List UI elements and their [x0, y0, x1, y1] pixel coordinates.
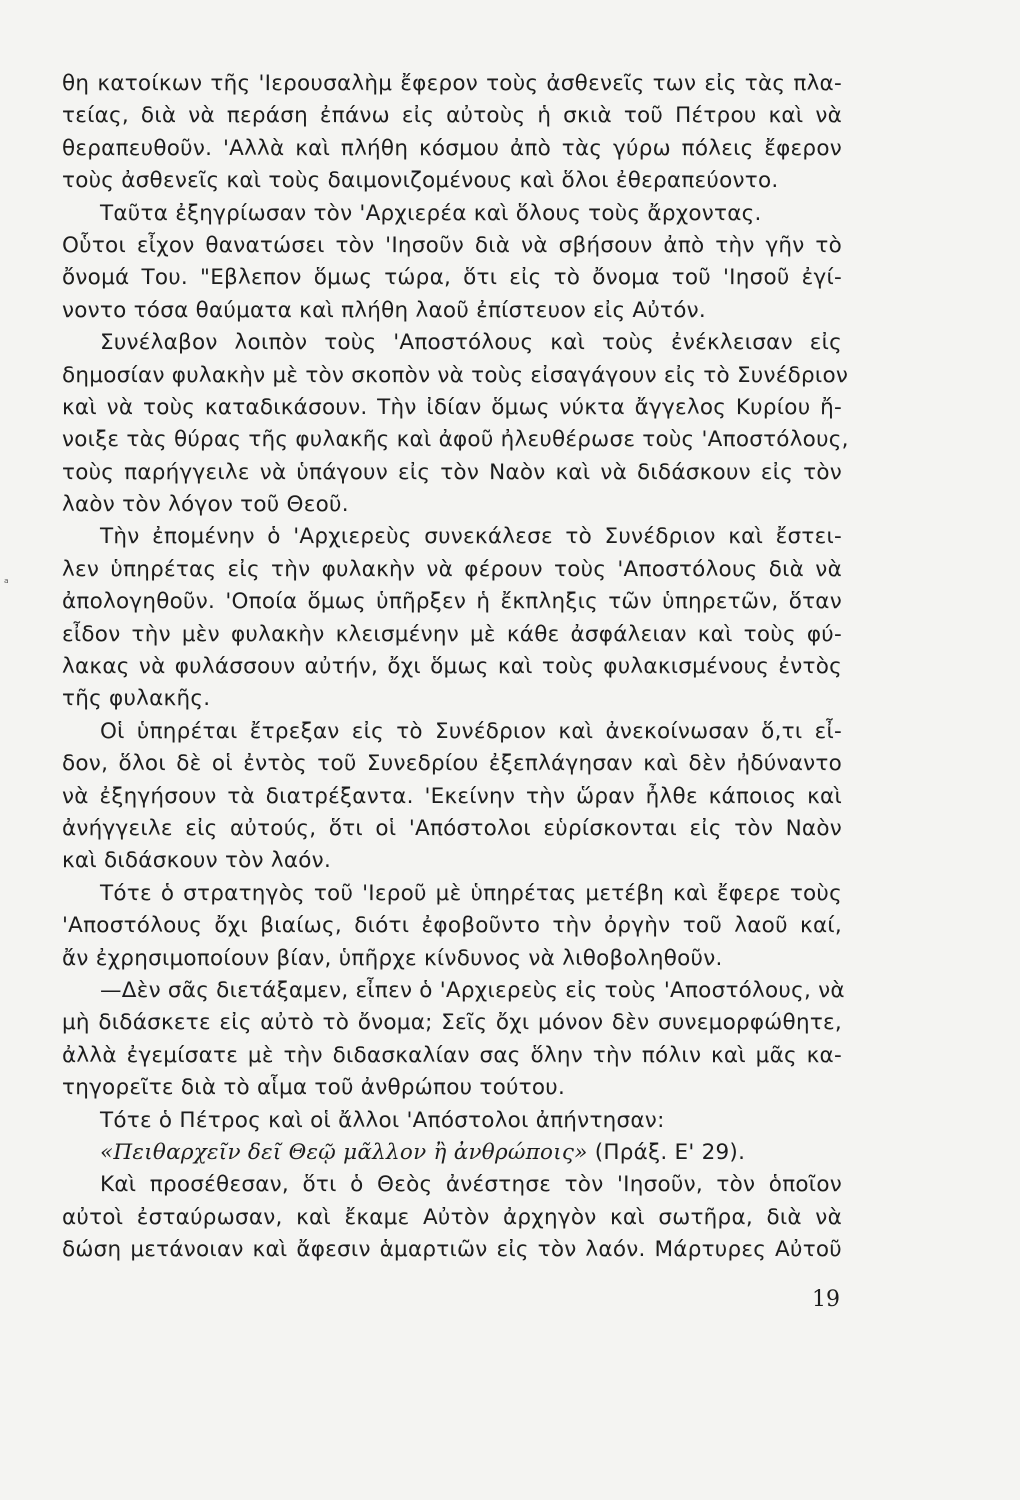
text-line: ἀπολογηθοῦν. 'Οποία ὅμως ὑπῆρξεν ἡ ἔκπληξις τῶν ὑπηρετῶν, ὅταν: [62, 589, 842, 615]
text-line: ὄνομά Του. "Εβλεπον ὅμως τώρα, ὅτι εἰς τὸ ὄνομα τοῦ 'Ιησοῦ ἐγί-: [62, 265, 842, 291]
text-line: Ταῦτα ἐξηγρίωσαν τὸν 'Αρχιερέα καὶ ὅλους τοὺς ἄρχοντας.: [100, 200, 762, 226]
text-line: νοιξε τὰς θύρας τῆς φυλακῆς καὶ ἀφοῦ ἠλευθέρωσε τοὺς 'Αποστόλους,: [62, 427, 849, 453]
text-line: λεν ὑπηρέτας εἰς τὴν φυλακὴν νὰ φέρουν τοὺς 'Αποστόλους διὰ νὰ: [62, 556, 842, 582]
text-line: Τὴν ἐπομένην ὁ 'Αρχιερεὺς συνεκάλεσε τὸ Συνέδριον καὶ ἔστει-: [100, 524, 842, 550]
text-line: τοὺς ἀσθενεῖς καὶ τοὺς δαιμονιζομένους καὶ ὅλοι ἐθεραπεύοντο.: [62, 168, 779, 194]
text-line: ἀνήγγειλε εἰς αὐτούς, ὅτι οἱ 'Απόστολοι εὑρίσκονται εἰς τὸν Ναὸν: [62, 815, 842, 841]
text-line: νοντο τόσα θαύματα καὶ πλήθη λαοῦ ἐπίστευον εἰς Αὐτόν.: [62, 297, 707, 323]
text-line: 'Αποστόλους ὄχι βιαίως, διότι ἐφοβοῦντο τὴν ὀργὴν τοῦ λαοῦ καί,: [62, 913, 842, 939]
text-line: τοὺς παρήγγειλε νὰ ὑπάγουν εἰς τὸν Ναὸν καὶ νὰ διδάσκουν εἰς τὸν: [62, 459, 842, 485]
text-line: θη κατοίκων τῆς 'Ιερουσαλὴμ ἔφερον τοὺς ἀσθενεῖς των εἰς τὰς πλα-: [62, 71, 842, 96]
text-line: νὰ ἐξηγήσουν τὰ διατρέξαντα. 'Εκείνην τὴν ὥραν ἦλθε κάποιος καὶ: [62, 783, 842, 809]
text-line: ἄν ἐχρησιμοποίουν βίαν, ὑπῆρχε κίνδυνος νὰ λιθοβοληθοῦν.: [62, 945, 723, 971]
text-line: Οἱ ὑπηρέται ἔτρεξαν εἰς τὸ Συνέδριον καὶ ἀνεκοίνωσαν ὅ,τι εἶ-: [100, 718, 842, 744]
text-line: εἶδον τὴν μὲν φυλακὴν κλεισμένην μὲ κάθε ἀσφάλειαν καὶ τοὺς φύ-: [62, 621, 842, 647]
text-line: Οὗτοι εἶχον θανατώσει τὸν 'Ιησοῦν διὰ νὰ σβήσουν ἀπὸ τὴν γῆν τὸ: [62, 232, 842, 258]
text-line: αὐτοὶ ἐσταύρωσαν, καὶ ἔκαμε Αὐτὸν ἀρχηγὸν καὶ σωτῆρα, διὰ νὰ: [62, 1204, 842, 1230]
page-number: 19: [812, 1287, 840, 1312]
text-line: καὶ νὰ τοὺς καταδικάσουν. Τὴν ἰδίαν ὅμως νύκτα ἄγγελος Κυρίου ἤ-: [62, 394, 842, 420]
text-line: δημοσίαν φυλακὴν μὲ τὸν σκοπὸν νὰ τοὺς εἰσαγάγουν εἰς τὸ Συνέδριον: [62, 362, 849, 388]
margin-mark: ₐ: [4, 572, 9, 586]
text-line: λακας νὰ φυλάσσουν αὐτήν, ὄχι ὅμως καὶ τοὺς φυλακισμένους ἐντὸς: [62, 654, 842, 680]
text-line: μὴ διδάσκετε εἰς αὐτὸ τὸ ὄνομα; Σεῖς ὄχι μόνον δὲν συνεμορφώθητε,: [62, 1010, 842, 1036]
text-line: Τότε ὁ στρατηγὸς τοῦ 'Ιεροῦ μὲ ὑπηρέτας μετέβη καὶ ἔφερε τοὺς: [100, 880, 842, 906]
text-line: δώση μετάνοιαν καὶ ἄφεσιν ἁμαρτιῶν εἰς τὸν λαόν. Μάρτυρες Αὐτοῦ: [62, 1237, 842, 1263]
text-line: Συνέλαβον λοιπὸν τοὺς 'Αποστόλους καὶ τοὺς ἐνέκλεισαν εἰς: [100, 330, 842, 356]
text-line: Καὶ προσέθεσαν, ὅτι ὁ Θεὸς ἀνέστησε τὸν 'Ιησοῦν, τὸν ὁποῖον: [100, 1172, 842, 1198]
text-line: ἀλλὰ ἐγεμίσατε μὲ τὴν διδασκαλίαν σας ὅλην τὴν πόλιν καὶ μᾶς κα-: [62, 1042, 842, 1068]
text-line: Τότε ὁ Πέτρος καὶ οἱ ἄλλοι 'Απόστολοι ἀπήντησαν:: [100, 1107, 665, 1133]
body-text: [62, 68, 849, 1266]
text-line: καὶ διδάσκουν τὸν λαόν.: [62, 848, 332, 874]
scripture-reference: (Πράξ. Ε' 29).: [587, 1139, 746, 1165]
text-line: θεραπευθοῦν. 'Αλλὰ καὶ πλήθη κόσμου ἀπὸ τὰς γύρω πόλεις ἔφερον: [62, 135, 842, 161]
text-line: δον, ὅλοι δὲ οἱ ἐντὸς τοῦ Συνεδρίου ἐξεπλάγησαν καὶ δὲν ἠδύναντο: [62, 751, 842, 777]
text-line: τείας, διὰ νὰ περάση ἐπάνω εἰς αὐτοὺς ἡ σκιὰ τοῦ Πέτρου καὶ νὰ: [62, 103, 842, 129]
text-line: λαὸν τὸν λόγον τοῦ Θεοῦ.: [62, 492, 349, 518]
scripture-quote: «Πειθαρχεῖν δεῖ Θεῷ μᾶλλον ἢ ἀνθρώποις»: [100, 1139, 588, 1165]
text-line: [62, 1137, 842, 1169]
text-line: —Δὲν σᾶς διετάξαμεν, εἶπεν ὁ 'Αρχιερεὺς εἰς τοὺς 'Αποστόλους, νὰ: [100, 977, 845, 1003]
text-line: τηγορεῖτε διὰ τὸ αἷμα τοῦ ἀνθρώπου τούτου.: [62, 1075, 566, 1101]
text-line: τῆς φυλακῆς.: [62, 686, 211, 712]
